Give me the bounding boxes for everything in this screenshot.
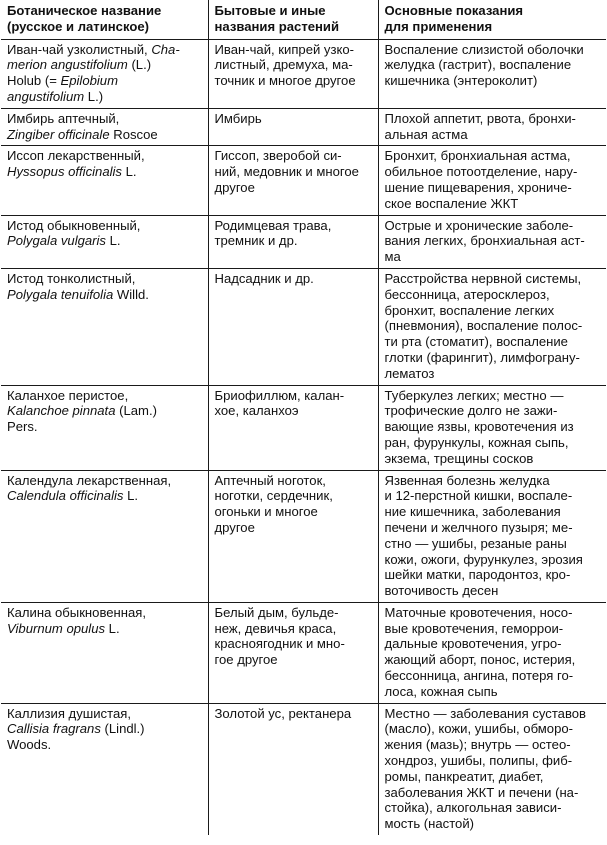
indications-cell [378, 146, 606, 215]
botanical-name-line [7, 473, 204, 489]
botanical-name-line [7, 388, 204, 404]
name-text: L. [121, 164, 137, 180]
indications-line: бессонница, ангина, потеря го- [384, 668, 574, 684]
botanical-name-cell [1, 268, 208, 385]
indications-line: вания легких, бронхиальная аст- [384, 233, 585, 249]
indications-line: Язвенная болезнь желудка [384, 472, 550, 488]
indications-line: стойка), алкогольная зависи- [384, 800, 562, 816]
indications-line: мость (настой) [384, 816, 475, 832]
botanical-name-line [7, 127, 204, 143]
common-names-line: Иван-чай, кипрей узко- [214, 41, 355, 57]
name-text: Каллизия душистая, [7, 705, 131, 721]
botanical-name-line [7, 42, 204, 58]
table-row [1, 268, 606, 385]
latin-name-text: angustifolium [7, 88, 85, 104]
table-row [1, 39, 606, 108]
indications-line: ран, фурункулы, кожная сыпь, [384, 434, 569, 450]
indications-line: воточивость десен [384, 583, 499, 599]
table-row [1, 108, 606, 146]
common-names-cell [208, 703, 378, 835]
botanical-name-line [7, 287, 204, 303]
common-names-line: неж, девичья краса, [214, 620, 337, 636]
header-common-names: Бытовые и иные названия растений [208, 0, 378, 39]
indications-line: Воспаление слизистой оболочки [384, 41, 584, 57]
indications-line: бронхит, воспаление легких [384, 302, 555, 318]
botanical-name-cell [1, 215, 208, 268]
common-names-line: Имбирь [214, 110, 262, 126]
botanical-name-line [7, 233, 204, 249]
indications-line: желудка (гастрит), воспаление [384, 57, 572, 73]
botanical-name-cell [1, 108, 208, 146]
indications-line: экзема, трещины сосков [384, 450, 534, 466]
latin-name-text: Cha- [151, 41, 180, 57]
botanical-name-cell [1, 703, 208, 835]
common-names-line: тремник и др. [214, 233, 298, 249]
indications-line: Бронхит, бронхиальная астма, [384, 148, 571, 164]
name-text: Истод тонколистный, [7, 270, 136, 286]
name-text: (Lindl.) [100, 721, 145, 737]
name-text: L. [105, 620, 120, 636]
botanical-name-line [7, 721, 204, 737]
indications-line: Расстройства нервной системы, [384, 270, 582, 286]
botanical-name-line [7, 57, 204, 73]
common-names-cell [208, 470, 378, 602]
name-text: Roscoe [109, 126, 158, 142]
indications-line: (масло), кожи, ушибы, обморо- [384, 721, 574, 737]
indications-line: ское воспаление ЖКТ [384, 195, 519, 211]
latin-name-text: Callisia fragrans [7, 721, 101, 737]
indications-line: Плохой аппетит, рвота, бронхи- [384, 110, 576, 126]
indications-cell [378, 703, 606, 835]
indications-line: Местно — заболевания суставов [384, 705, 587, 721]
name-text: Иссоп лекарственный, [7, 148, 145, 164]
table-row [1, 215, 606, 268]
table-body [1, 39, 606, 835]
indications-line: шение пищеварения, хрониче- [384, 179, 572, 195]
indications-line: ти рта (стоматит), воспаление [384, 334, 568, 350]
latin-name-text: Viburnum opulus [7, 620, 106, 636]
botanical-name-line [7, 89, 204, 105]
name-text: (Lam.) [115, 403, 157, 419]
common-names-line: листный, дремуха, ма- [214, 57, 353, 73]
common-names-line: хое, каланхоэ [214, 403, 299, 419]
indications-line: жающий аборт, понос, истерия, [384, 652, 576, 668]
botanical-name-line [7, 271, 204, 287]
indications-line: стно — ушибы, резаные раны [384, 535, 567, 551]
common-names-cell [208, 602, 378, 703]
name-text: Иван-чай узколистный, [7, 41, 152, 57]
indications-line: трофические долго не зажи- [384, 403, 558, 419]
common-names-line: Бриофиллюм, калан- [214, 387, 345, 403]
indications-line: и 12-перстной кишки, воспале- [384, 488, 573, 504]
botanical-name-line [7, 218, 204, 234]
name-text: Календула лекарственная, [7, 472, 172, 488]
name-text: Willd. [113, 286, 149, 302]
indications-cell [378, 470, 606, 602]
name-text: Калина обыкновенная, [7, 604, 147, 620]
latin-name-text: Hyssopus officinalis [7, 164, 122, 180]
latin-name-text: Calendula officinalis [7, 488, 124, 504]
latin-name-text: Zingiber officinale [7, 126, 110, 142]
indications-line: альная астма [384, 126, 468, 142]
common-names-line: гое другое [214, 652, 278, 668]
indications-cell [378, 385, 606, 470]
name-text: Каланхое перистое, [7, 387, 129, 403]
latin-name-text: Kalanchoe pinnata [7, 403, 116, 419]
indications-line: Маточные кровотечения, носо- [384, 604, 573, 620]
common-names-cell [208, 108, 378, 146]
latin-name-text: Polygala vulgaris [7, 233, 106, 249]
name-text: Holub (= [7, 73, 61, 89]
indications-line: кишечника (энтероколит) [384, 73, 538, 89]
botanical-name-line [7, 605, 204, 621]
indications-line: Острые и хронические заболе- [384, 217, 574, 233]
indications-line: ромы, панкреатит, диабет, [384, 768, 544, 784]
botanical-name-cell [1, 146, 208, 215]
plants-table [1, 0, 606, 835]
latin-name-text: Polygala tenuifolia [7, 286, 114, 302]
common-names-cell [208, 268, 378, 385]
name-text: L. [123, 488, 139, 504]
botanical-name-line [7, 419, 204, 435]
common-names-line: Родимцевая трава, [214, 217, 332, 233]
indications-cell [378, 108, 606, 146]
common-names-line: красноягодник и мно- [214, 636, 345, 652]
botanical-name-cell [1, 385, 208, 470]
botanical-name-line [7, 73, 204, 89]
table-row [1, 146, 606, 215]
botanical-name-line [7, 403, 204, 419]
indications-line: хондроз, ушибы, полипы, фиб- [384, 753, 573, 769]
botanical-name-line [7, 111, 204, 127]
common-names-line: Аптечный ноготок, [214, 472, 326, 488]
table-row [1, 470, 606, 602]
name-text: Pers. [7, 419, 38, 435]
botanical-name-line [7, 737, 204, 753]
common-names-line: Белый дым, бульде- [214, 604, 339, 620]
indications-line: шейки матки, пародонтоз, кро- [384, 567, 571, 583]
name-text: Woods. [7, 737, 52, 753]
indications-line: жения (мазь); внутрь — остео- [384, 737, 571, 753]
header-indications: Основные показания для применения [378, 0, 606, 39]
indications-line: обильное потоотделение, нару- [384, 164, 578, 180]
botanical-name-line [7, 148, 204, 164]
common-names-cell [208, 215, 378, 268]
indications-line: (пневмония), воспаление полос- [384, 318, 583, 334]
name-text: L. [105, 233, 121, 249]
common-names-line: точник и многое другое [214, 73, 356, 89]
common-names-line: Золотой ус, ректанера [214, 705, 352, 721]
indications-line: глотки (фарингит), лимфограну- [384, 349, 580, 365]
latin-name-text: Epilobium [60, 73, 118, 89]
indications-line: печени и желчного пузыря; ме- [384, 519, 573, 535]
indications-line: бессонница, атеросклероз, [384, 286, 550, 302]
indications-line: дальные кровотечения, угро- [384, 636, 562, 652]
name-text: L.) [84, 88, 104, 104]
indications-line: лематоз [384, 365, 435, 381]
indications-line: кожи, ожоги, фурункулез, эрозия [384, 551, 583, 567]
botanical-name-cell [1, 602, 208, 703]
botanical-name-line [7, 488, 204, 504]
common-names-cell [208, 39, 378, 108]
common-names-cell [208, 385, 378, 470]
common-names-cell [208, 146, 378, 215]
common-names-line: ний, медовник и многое [214, 164, 359, 180]
common-names-line: Надсадник и др. [214, 270, 314, 286]
botanical-name-cell [1, 39, 208, 108]
indications-line: вые кровотечения, геморрои- [384, 620, 564, 636]
indications-line: вающие язвы, кровотечения из [384, 419, 574, 435]
indications-line: лоса, кожная сыпь [384, 683, 498, 699]
table-row [1, 602, 606, 703]
indications-line: заболевания ЖКТ и печени (на- [384, 784, 579, 800]
name-text: Имбирь аптечный, [7, 110, 120, 126]
header-botanical-name: Ботаническое название (русское и латинское) [1, 0, 208, 39]
botanical-name-line [7, 621, 204, 637]
indications-cell [378, 39, 606, 108]
table-header-row [1, 0, 606, 39]
indications-line: ма [384, 249, 401, 265]
common-names-line: другое [214, 519, 255, 535]
common-names-line: огоньки и многое [214, 504, 318, 520]
botanical-name-line [7, 706, 204, 722]
latin-name-text: merion angustifolium [7, 57, 128, 73]
botanical-name-line [7, 164, 204, 180]
common-names-line: другое [214, 179, 255, 195]
botanical-name-cell [1, 470, 208, 602]
common-names-line: ноготки, сердечник, [214, 488, 333, 504]
indications-line: ние кишечника, заболевания [384, 504, 561, 520]
table-row [1, 703, 606, 835]
indications-cell [378, 602, 606, 703]
name-text: Истод обыкновенный, [7, 217, 141, 233]
name-text: (L.) [127, 57, 152, 73]
common-names-line: Гиссоп, зверобой си- [214, 148, 342, 164]
table-row [1, 385, 606, 470]
indications-line: Туберкулез легких; местно — [384, 387, 564, 403]
indications-cell [378, 215, 606, 268]
indications-cell [378, 268, 606, 385]
